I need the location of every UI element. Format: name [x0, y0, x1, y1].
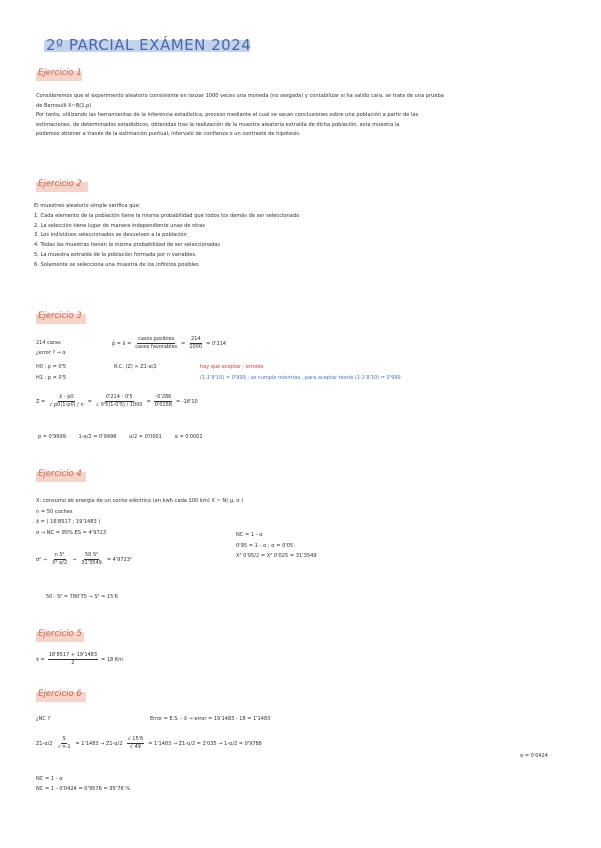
ex6-z-num: S	[62, 736, 66, 742]
ex4-sigma-num: n S²	[54, 552, 65, 558]
ex3-z-num3: -0'286	[155, 394, 172, 400]
ex3-p-row: p = 0'9999 1-α/2 = 0'9998 α/2 = 0'0001 α = 0'0002	[38, 434, 203, 440]
ex6-z-frac	[57, 736, 72, 751]
ex3-rejection-region: R.C. (Z) > Z1-α/2	[114, 364, 157, 370]
ex3-z-num2: 0'214 - 0'5	[105, 394, 133, 400]
ex6-nc-block	[36, 774, 130, 794]
ex5-mean-prefix: x̄ =	[36, 656, 45, 663]
ex6-alpha: α = 0'0424	[520, 753, 548, 759]
ex6-z-prefix: Z1-α/2	[36, 740, 53, 747]
page-title: 2º PARCIAL EXÁMEN 2024	[46, 36, 252, 54]
ex4-nc-line: X² 0'05/2 = X² 0'025 = 31'3549	[236, 553, 317, 559]
ex4-nc-line: 0'95 = 1 - α ; α = 0'05	[236, 542, 294, 549]
ex4-sigma-den: X² α/2	[51, 560, 68, 566]
ex6-nc-question: ¿NC ?	[36, 716, 51, 722]
ex4-sigma-prefix: σ² →	[36, 556, 47, 563]
ex3-h0: H0 : p = 0'5	[36, 364, 67, 370]
ex3-z-frac	[48, 394, 84, 409]
ex4-nc-block	[236, 530, 317, 562]
ex4-sigma-frac	[51, 552, 68, 567]
ex5-mean-den: 2	[71, 660, 75, 666]
ex1-line: podemos obtener a través de la estimación puntual, intervalo de confianza o un contraste de hipótesis.	[36, 131, 301, 138]
ex3-z-eq	[36, 394, 198, 409]
ex3-p-hat-prefix: p̂ = x̄ =	[112, 340, 132, 347]
ex3-p-hat-frac	[134, 336, 178, 351]
ex4-sigma-frac2	[80, 552, 102, 567]
ex3-p-hat-den: casos favorables	[135, 344, 178, 350]
ex4-line: X: consumo de energía de un coche eléctrico (en kwh cada 100 km) X ~ N( μ, σ )	[36, 498, 244, 504]
ex6-z-den: √ n-1	[57, 744, 71, 750]
ex1-line: Por tanto, utilizando las herramientas de la inferencia estadística, proceso mediante el cual se sacan conclusiones sobre una población a partir de las	[36, 112, 419, 119]
ex2-item: 1. Cada elemento de la población tiene la misma probabilidad que todos los demás de ser seleccionado	[34, 212, 300, 219]
ex3-z-frac2	[95, 394, 144, 409]
ex1-line: de Bernoulli X~B(1,p)	[36, 102, 92, 109]
ex3-z-den3: 0'0158	[154, 402, 173, 408]
ex1-line: estimaciones, de determinados estadísticos, obtenidas tras la realización de la muestra aleatoria extraída de dicha población, esta muestra la	[36, 121, 400, 128]
ex2-item: 4. Todas las muestras tienen la misma probabilidad de ser seleccionadas	[34, 242, 221, 249]
ex2-item: 5. La muestra extraída de la población formada por n variables.	[34, 251, 197, 258]
ex3-p-hat-num: casos posibles	[138, 336, 175, 342]
ex4-s2-result: 50 · S² = 780'75 → S² = 15'6	[46, 594, 118, 600]
ex3-z-mid: =	[87, 398, 92, 405]
ex2-item: 2. La selección tiene lugar de manera independiente unas de otras	[34, 222, 206, 229]
ex3-z-den: √ p0(1-p0) / n	[49, 402, 84, 408]
ex5-heading: Ejercicio 5	[38, 629, 82, 639]
ex3-z-frac3	[154, 394, 173, 409]
ex2-item: 6. Solamente se selecciona una muestra de los infinitos posibles	[34, 261, 199, 268]
ex6-z-frac2	[127, 736, 145, 751]
ex2-item: 3. Los individuos seleccionados se devuelven a la población	[34, 232, 187, 239]
ex1-line: Consideremos que el experimento aleatorio consistente en lanzar 1000 veces una moneda (no sesgada) y contabilizar si ha salido cara, se trata de una prueba	[36, 93, 444, 99]
ex6-nc-line: NC = 1 - α	[36, 776, 63, 782]
ex5-mean-eq	[36, 652, 123, 667]
ex1-body	[36, 92, 576, 140]
ex3-p-hat-num2: 214	[190, 336, 201, 342]
ex3-z-num: x̄ - p0	[59, 394, 74, 400]
ex3-note-blue: (1-1'8'10) = 0'999 ; se cumple mientras , para aceptar teoría (1-1'8'10) = 0'999	[200, 375, 401, 381]
ex2-intro: El muestreo aleatorio simple verifica que:	[34, 203, 141, 209]
ex6-error-line: Error = E.S. - x̄ → error = 19'1483 - 18 = 1'1483	[150, 716, 271, 722]
ex2-body	[34, 202, 574, 271]
ex3-z-prefix: Z =	[36, 398, 46, 405]
ex4-sigma-result: = 4'9723²	[106, 556, 132, 563]
ex3-p-hat-frac2	[188, 336, 203, 351]
ex6-heading: Ejercicio 6	[38, 689, 82, 699]
ex3-z-result: = -18'10	[176, 398, 198, 405]
ex3-p-hat-result: = 0'214	[206, 340, 226, 347]
ex4-line: n = 50 coches	[36, 508, 73, 515]
ex3-z-mid2: =	[146, 398, 151, 405]
ex6-z-den2: √ 49	[129, 744, 141, 750]
ex6-z-result2: = 1'1483 → Z1-α/2 = 2'035 → 1-α/2 = 0'9788	[148, 740, 262, 747]
ex4-line: σ → NC = 95% ES = 4'9723	[36, 529, 107, 536]
ex1-heading: Ejercicio 1	[38, 68, 82, 78]
ex6-z-eq	[36, 736, 262, 751]
ex6-nc-line: NC = 1 - 0'0424 = 0'9576 = 95'76 %	[36, 786, 131, 792]
ex4-nc-line: NC = 1 - α	[236, 532, 263, 538]
ex5-mean-result: = 18 Km	[101, 656, 123, 663]
ex4-sigma-arrow: →	[72, 556, 77, 563]
ex4-sigma-num2: 50 S²	[85, 552, 99, 558]
ex3-error-line: ¿error ? → α	[36, 350, 66, 356]
ex3-p-hat-mid: =	[181, 340, 186, 347]
ex3-p-hat-den2: 1000	[189, 344, 203, 350]
ex3-z-den2: √ 0'5(1-0'5) / 1000	[95, 402, 143, 408]
ex3-heading: Ejercicio 3	[38, 311, 82, 321]
ex4-sigma-den2: 31'3549	[81, 560, 102, 566]
ex3-p-hat-eq	[112, 336, 226, 351]
ex5-mean-num: 16'8517 + 19'1483	[48, 652, 98, 658]
ex3-h1: H1 : p ≠ 0'5	[36, 375, 67, 381]
ex5-mean-frac	[48, 652, 98, 667]
ex3-caras: 214 caras	[36, 340, 61, 346]
ex6-z-result: = 1'1483 → Z1-α/2	[75, 740, 123, 747]
ex4-heading: Ejercicio 4	[38, 469, 82, 479]
ex6-z-num2: √ 15'6	[127, 736, 144, 742]
ex2-heading: Ejercicio 2	[38, 179, 82, 189]
ex4-sigma-eq	[36, 552, 132, 567]
ex3-note-red: hay que aceptar ; errores	[200, 364, 264, 370]
ex4-line: x̄ = ( 16'8517 ; 19'1483 )	[36, 519, 101, 525]
